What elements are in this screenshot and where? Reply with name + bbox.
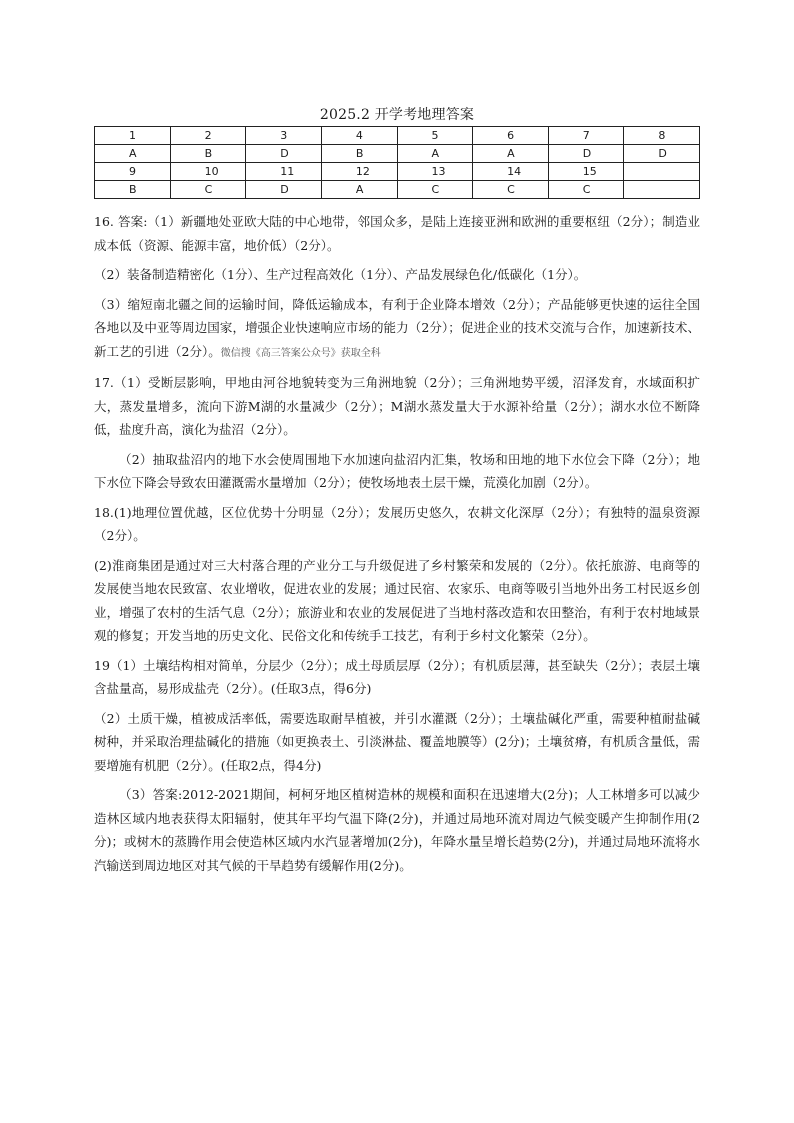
- answer-q19-part1: 19（1）土壤结构相对简单，分层少（2分）；成土母质层厚（2分）；有机质层薄，甚至缺失（2分）；表层土壤含盐量高，易形成盐壳（2分）。(任取3点，得6分): [94, 657, 700, 696]
- table-cell: 4: [321, 127, 397, 145]
- answer-q16-part1: 16. 答案:（1）新疆地处亚欧大陆的中心地带，邻国众多，是陆上连接亚洲和欧洲的重要枢纽（2分）；制造业成本低（资源、能源丰富，地价低）（2分）。: [94, 214, 700, 253]
- table-row: [95, 127, 700, 145]
- table-row: [95, 145, 700, 163]
- answer-q16-part3: [94, 293, 700, 366]
- answer-q17-part1: 17.（1）受断层影响，甲地由河谷地貌转变为三角洲地貌（2分）；三角洲地势平缓，沼泽发育，水域面积扩大，蒸发量增多，流向下游M湖的水量减少（2分）；M湖水蒸发量大于水源补给量（2分）；湖水水位不断降低，盐度升高，演化为盐沼（2分）。: [94, 375, 700, 437]
- table-cell: B: [170, 145, 246, 163]
- answer-q16-part2: （2）装备制造精密化（1分）、生产过程高效化（1分）、产品发展绿色化/低碳化（1分）。: [94, 267, 587, 282]
- table-row: [95, 163, 700, 181]
- table-cell: D: [246, 145, 322, 163]
- table-cell: 1: [95, 127, 171, 145]
- table-cell: 14: [473, 163, 549, 181]
- table-cell: [624, 181, 700, 199]
- table-cell: A: [321, 181, 397, 199]
- table-cell: 8: [624, 127, 700, 145]
- table-cell: 5: [397, 127, 473, 145]
- table-cell: 9: [95, 163, 171, 181]
- answer-body: [94, 210, 700, 883]
- answer-key-table: [94, 126, 700, 199]
- table-cell: 10: [170, 163, 246, 181]
- table-cell: 7: [548, 127, 624, 145]
- answer-q19-part2: （2）土质干燥，植被成活率低，需要选取耐旱植被，并引水灌溉（2分）；土壤盐碱化严重，需要种植耐盐碱树种，并采取治理盐碱化的措施（如更换表土、引淡淋盐、覆盖地膜等）(2分)；土壤贫瘠，有机质含量低，需要增施有机肥（2分）。(任取2点，得4分): [94, 710, 700, 773]
- document-title: 2025.2 开学考地理答案: [319, 107, 475, 123]
- wechat-note: 微信搜《高三答案公众号》获取全科: [220, 347, 381, 359]
- table-cell: D: [624, 145, 700, 163]
- table-cell: B: [95, 181, 171, 199]
- table-cell: 15: [548, 163, 624, 181]
- table-row: [95, 181, 700, 199]
- table-cell: A: [397, 145, 473, 163]
- table-cell: D: [548, 145, 624, 163]
- table-cell: B: [321, 145, 397, 163]
- table-cell: 13: [397, 163, 473, 181]
- table-cell: 6: [473, 127, 549, 145]
- table-cell: 11: [246, 163, 322, 181]
- answer-q16-part3-text: （3）缩短南北疆之间的运输时间，降低运输成本，有利于企业降本增效（2分）；产品能够更快速的运往全国各地以及中亚等周边国家，增强企业快速响应市场的能力（2分）；促进企业的技术交流与合作，加速新技术、新工艺的引进（2分）。: [94, 296, 700, 359]
- table-cell: C: [548, 181, 624, 199]
- table-cell: A: [473, 145, 549, 163]
- table-cell: A: [95, 145, 171, 163]
- table-cell: C: [473, 181, 549, 199]
- table-cell: 3: [246, 127, 322, 145]
- answer-q18-part2: (2)淮商集团是通过对三大村落合理的产业分工与升级促进了乡村繁荣和发展的（2分）。依托旅游、电商等的发展使当地农民致富、农业增收，促进农业的发展；通过民宿、农家乐、电商等吸引当地外出务工村民返乡创业，增强了农村的生活气息（2分）；旅游业和农业的发展促进了当地村落改造和农田整治，有利于农村地域景观的修复；开发当地的历史文化、民俗文化和传统手工技艺，有利于乡村文化繁荣（2分）。: [94, 557, 700, 643]
- table-cell: C: [170, 181, 246, 199]
- table-cell: 12: [321, 163, 397, 181]
- table-cell: C: [397, 181, 473, 199]
- table-cell: D: [246, 181, 322, 199]
- table-cell: 2: [170, 127, 246, 145]
- answer-q18-part1: 18.(1)地理位置优越，区位优势十分明显（2分）；发展历史悠久，农耕文化深厚（2分）；有独特的温泉资源（2分）。: [94, 504, 700, 543]
- answer-q17-part2: （2）抽取盐沼内的地下水会使周围地下水加速向盐沼内汇集，牧场和田地的地下水位会下降（2分）；地下水位下降会导致农田灌溉需水量增加（2分）；使牧场地表土层干燥，荒漠化加剧（2分）。: [94, 451, 700, 490]
- answer-q19-part3: （3）答案:2012-2021期间，柯柯牙地区植树造林的规模和面积在迅速增大(2分)；人工林增多可以减少造林区域内地表获得太阳辐射，使其年平均气温下降(2分)，并通过局地环流对周边气候变暖产生抑制作用(2分)；或树木的蒸腾作用会使造林区域内水汽显著增加(2分)，年降水量呈增长趋势(2分)，并通过局地环流将水汽输送到周边地区对其气候的干旱趋势有缓解作用(2分)。: [94, 787, 700, 873]
- table-cell: [624, 163, 700, 181]
